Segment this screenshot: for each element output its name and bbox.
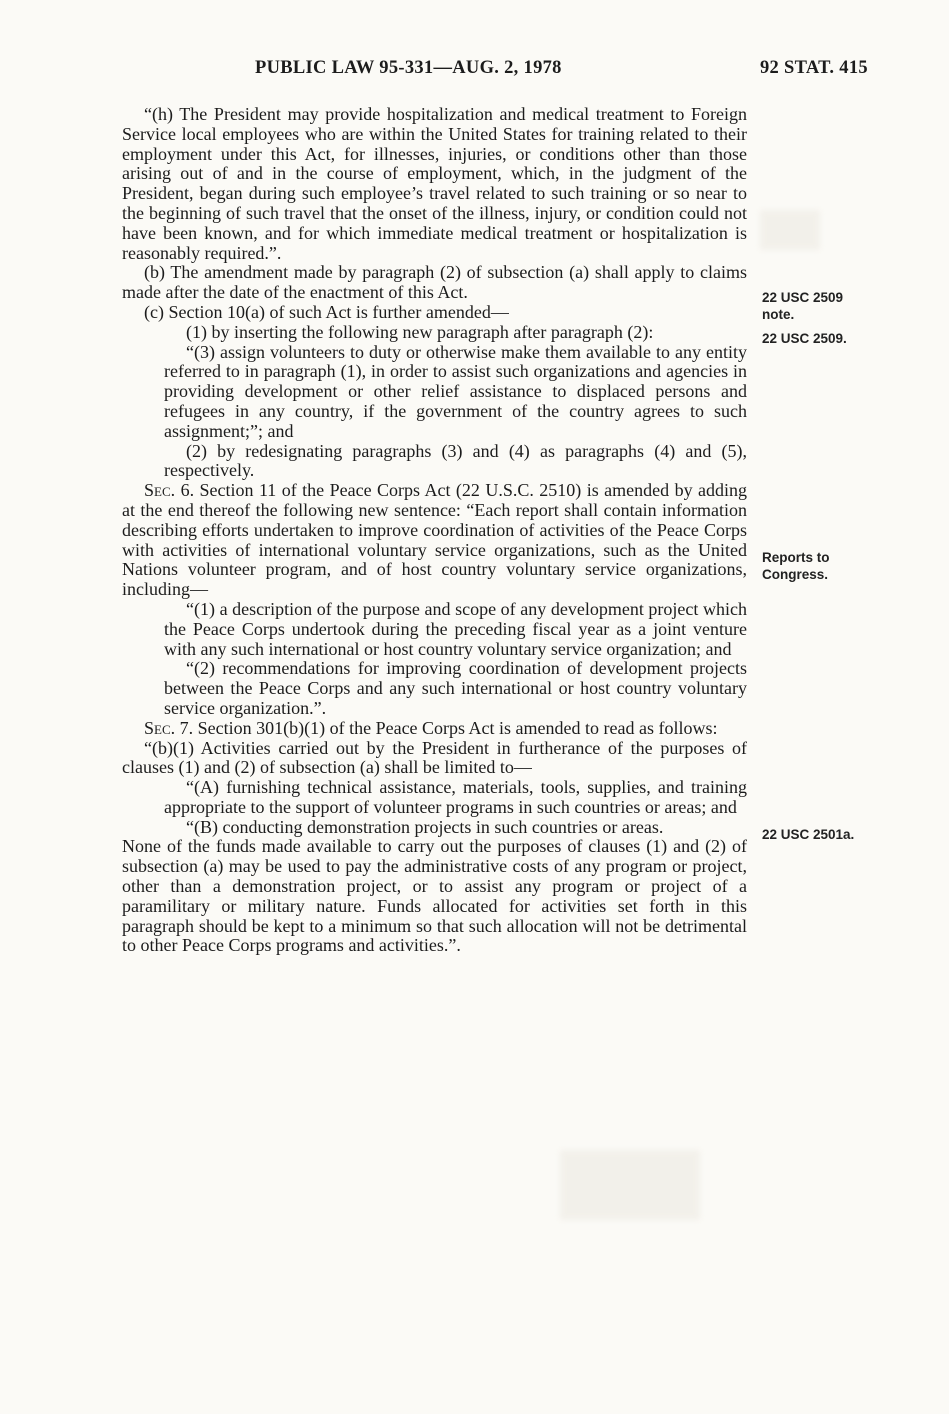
margin-note-22-usc-2509-note [762, 289, 843, 323]
statute-body [122, 105, 747, 956]
margin-note-line: Congress. [762, 567, 829, 582]
section-6-label: Sec. 6. [144, 480, 195, 501]
section-7-text: Section 301(b)(1) of the Peace Corps Act is amended to read as follows: [197, 717, 718, 738]
section-7-clause-a: “(A) furnishing technical assistance, materials, tools, supplies, and training appropriate to the support of volunteer programs in such countries or areas; and [164, 777, 747, 817]
margin-note-22-usc-2501a: 22 USC 2501a. [762, 827, 855, 842]
section-7-label: Sec. 7. [144, 717, 194, 738]
funds-limitation-paragraph: None of the funds made available to carry out the purposes of clauses (1) and (2) of subsection (a) may be used to pay the administrative costs of any program or project, other than a demonstration project, or to assist any program or project of a paramilitary or military nature. Funds allocated for activities set forth in this paragraph should be kept to a minimum so that such allocation will not be detrimental to other Peace Corps programs and activities.”. [122, 836, 747, 956]
page-header [0, 58, 949, 88]
bleed-through-smudge [560, 1150, 700, 1220]
section-6 [122, 481, 747, 600]
section-7-clause-b: “(B) conducting demonstration projects in such countries or areas. [186, 816, 664, 837]
clause-c-1: (1) by inserting the following new paragraph after paragraph (2): [186, 321, 654, 342]
margin-note-22-usc-2509: 22 USC 2509. [762, 331, 847, 346]
paragraph-h: “(h) The President may provide hospitalization and medical treatment to Foreign Service local employees who are within the United States for training related to their employment under this Act, for illnesses, injuries, or conditions other than those arising out of and in the course of employment, which, in the judgment of the President, began during such employee’s travel related to such training or so near to the beginning of such travel that the onset of the illness, injury, or condition could not have been known, and for which immediate medical treatment or hospitalization is reasonably required.”. [122, 104, 747, 263]
section-6-clause-2: “(2) recommendations for improving coordination of development projects between the Peace Corps and any such international or host country voluntary service organization.”. [164, 658, 747, 718]
statute-page-reference: 92 STAT. 415 [760, 58, 868, 78]
clause-c-1-3: “(3) assign volunteers to duty or otherwise make them available to any entity referred to in paragraph (1), in order to assist such organizations and agencies in providing development or other relief assistance to displaced persons and refugees in any country, if the government of the country agrees to such assignment;”; and [164, 341, 747, 441]
clause-c-2: (2) by redesignating paragraphs (3) and (4) as paragraphs (4) and (5), respectively. [164, 440, 747, 481]
paragraph-c: (c) Section 10(a) of such Act is further amended— [144, 301, 509, 322]
section-7-b-1: “(b)(1) Activities carried out by the President in furtherance of the purposes of clauses (1) and (2) of subsection (a) shall be limited to— [122, 737, 747, 778]
section-7 [122, 719, 747, 739]
margin-note-line: note. [762, 307, 795, 322]
section-6-text: Section 11 of the Peace Corps Act (22 U.S.C. 2510) is amended by adding at the end thereof the following new sentence: “Each report shall contain information describing efforts undertaken to improve coordination of activities of the Peace Corps with activities of international voluntary service organizations, such as the United Nations volunteer program, and of host country voluntary service organizations, including— [122, 480, 748, 600]
margin-note-line: Reports to [762, 550, 830, 565]
running-head: PUBLIC LAW 95-331—AUG. 2, 1978 [255, 58, 562, 78]
margin-note-reports-to-congress [762, 549, 830, 583]
paragraph-b: (b) The amendment made by paragraph (2) of subsection (a) shall apply to claims made after the date of the enactment of this Act. [122, 262, 747, 303]
section-6-clause-1: “(1) a description of the purpose and scope of any development project which the Peace Corps undertook during the preceding fiscal year as a joint venture with any such international or host country voluntary service organization; and [164, 598, 747, 659]
bleed-through-smudge [760, 210, 820, 250]
margin-note-line: 22 USC 2509 [762, 290, 844, 305]
